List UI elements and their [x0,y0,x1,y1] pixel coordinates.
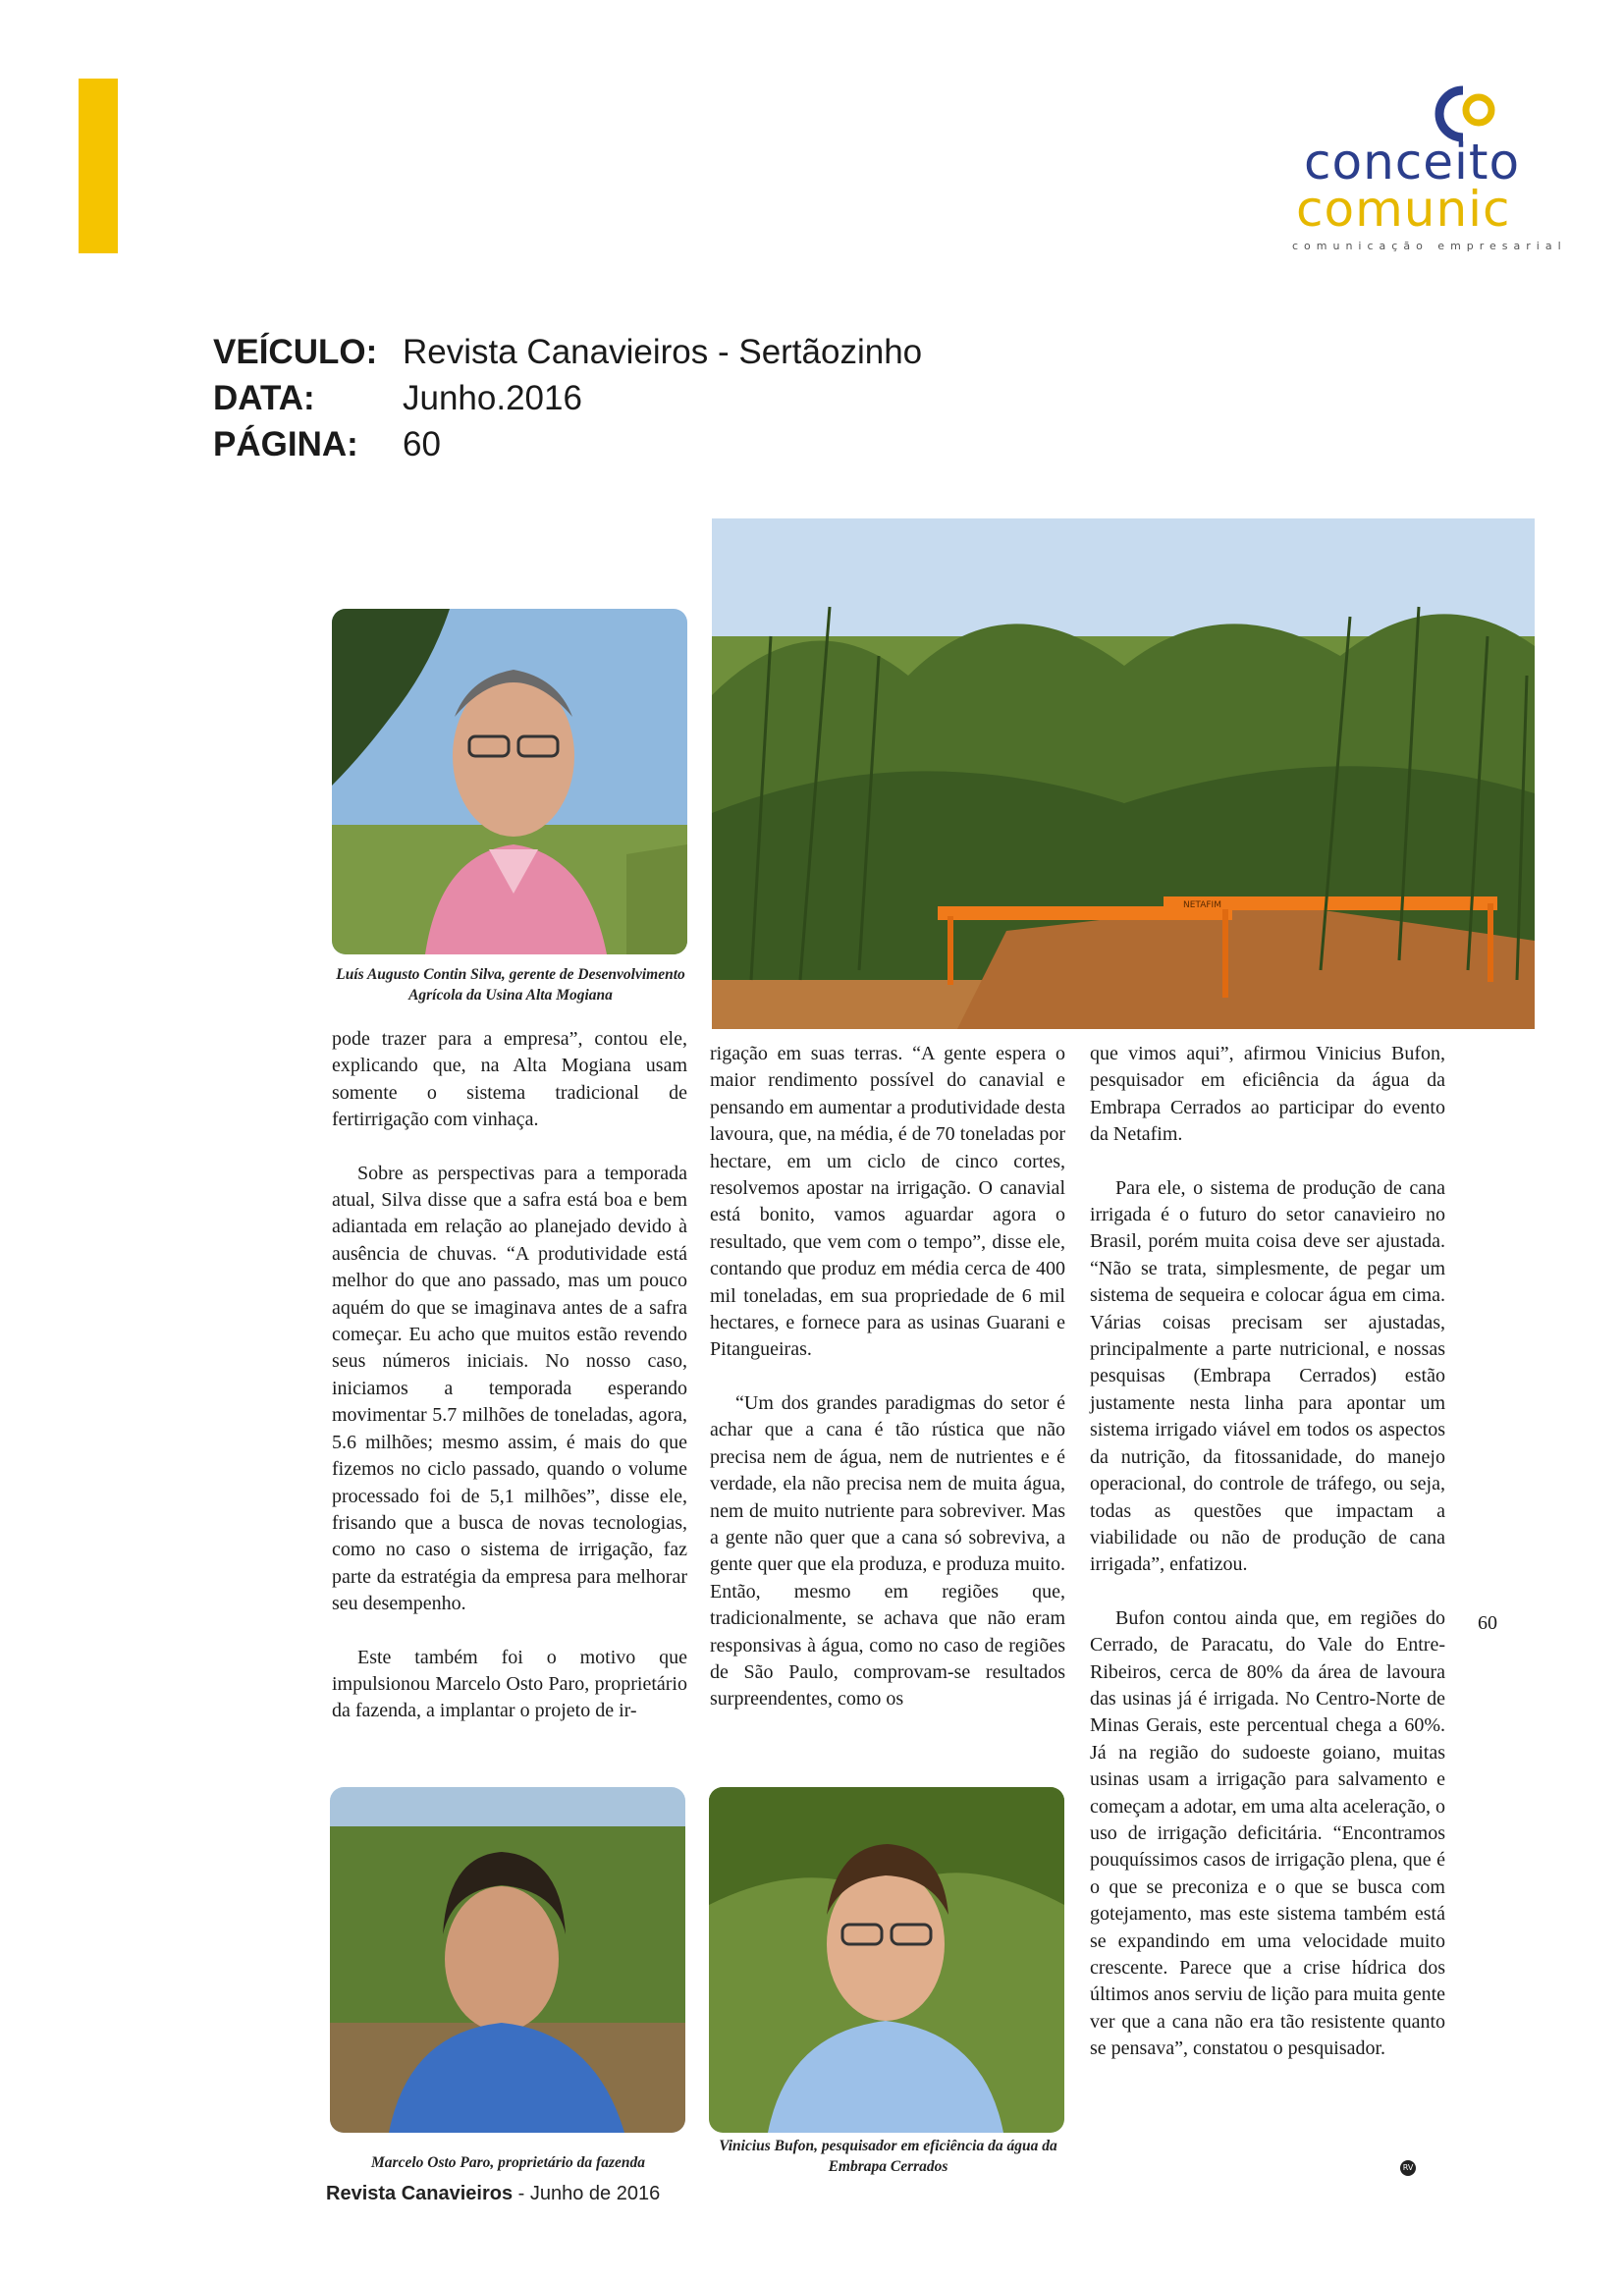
article-column-2 [710,1041,1065,1713]
photo-sugarcane-field [712,518,1535,1029]
photo-vinicius-bufon [709,1787,1064,2133]
col1-paragraph-2: Sobre as perspectivas para a temporada atual, Silva disse que a safra está boa e bem adiantada em relação ao planejado devido à ausência de chuvas. “A produtividade está melhor do que ano passado, mas um pouco aquém do que se imaginava antes de a safra começar. Eu acho que muitos estão revendo seus números iniciais. No nosso caso, iniciamos a temporada esperando movimentar 5.7 milhões de toneladas, agora, 5.6 milhões; mesmo assim, é mais do que fizemos no ciclo passado, quando o volume processado foi de 5,1 milhões”, disse ele, frisando que a busca de novas tecnologias, como no caso o sistema de irrigação, faz parte da estratégia da empresa para melhorar seu desempenho. [332,1162,687,1615]
conceito-comunic-logo [1276,77,1591,263]
magazine-footer [326,2183,660,2205]
veiculo-value: Revista Canavieiros - Sertãozinho [403,333,923,371]
pagina-label: PÁGINA: [213,425,358,463]
caption-vinicius: Vinicius Bufon, pesquisador em eficiência da água da Embrapa Cerrados [719,2138,1057,2175]
logo-text-conceito: conceito [1304,134,1521,190]
pagina-value: 60 [403,425,441,463]
col1-paragraph-3: Este também foi o motivo que impulsionou Marcelo Osto Paro, proprietário da fazenda, a implantar o projeto de ir- [332,1646,687,1722]
logo-text-comunic: comunic [1296,181,1511,238]
accent-bar [79,79,118,253]
netafim-label: NETAFIM [1183,900,1221,910]
data-value: Junho.2016 [403,379,582,417]
caption-luis: Luís Augusto Contin Silva, gerente de Desenvolvimento Agrícola da Usina Alta Mogiana [336,966,685,1004]
magazine-page [314,511,1542,2239]
photo-luis-augusto [332,609,687,954]
article-column-3 [1090,1041,1445,2063]
article-column-1 [332,1026,687,1725]
col3-paragraph-3: Bufon contou ainda que, em regiões do Cerrado, de Paracatu, do Vale do Entre-Ribeiros, cerca de 80% da área de lavoura das usinas já é irrigada. No Centro-Norte de Minas Gerais, este percentual chega a 60%. Já na região do sudoeste goiano, muitas usinas usam a irrigação para salvamento e começam a adotar, em uma alta aceleração, o uso de irrigação deficitária. “Encontramos pouquíssimos casos de irrigação plena, que é o que se preconiza e o que se busca com gotejamento, mas este sistema também está se expandindo em uma velocidade muito crescente. Parece que a crise hídrica dos últimos anos serviu de lição para muita gente ver que a cana não era tão resistente quanto se pensava”, constatou o pesquisador. [1090,1606,1445,2060]
veiculo-label: VEÍCULO: [213,333,378,371]
footer-title: Revista Canavieiros [326,2183,514,2204]
meta-pagina [213,421,441,467]
meta-data [213,375,582,421]
footer-date: - Junho de 2016 [513,2183,661,2204]
data-label: DATA: [213,379,315,417]
col2-paragraph-1: rigação em suas terras. “A gente espera o maior rendimento possível do canavial e pensando em aumentar a produtividade desta lavoura, que, na média, é de 70 toneladas por hectare, em um ciclo de cinco cortes, resolvemos apostar na irrigação. O canavial está bonito, vamos aguardar agora o resultado, que vem com o tempo”, disse ele, contando que produz em média cerca de 400 mil toneladas, em sua propriedade de 6 mil hectares, e fornece para as usinas Guarani e Pitangueiras. [710,1043,1065,1361]
logo-tagline: comunicação empresarial [1292,240,1567,252]
photo-marcelo-osto-paro [330,1787,685,2133]
col1-paragraph-1: pode trazer para a empresa”, contou ele, explicando que, na Alta Mogiana usam somente o sistema tradicional de fertirrigação com vinhaça. [332,1028,687,1131]
col3-paragraph-2: Para ele, o sistema de produção de cana irrigada é o futuro do setor canavieiro no Brasil, porém muita coisa deve ser ajustada. “Não se trata, simplesmente, de pegar um sistema de sequeira e colocar água em cima. Várias coisas precisam ser ajustadas, principalmente a parte nutricional, e nossas pesquisas (Embrapa Cerrados) estão justamente nesta linha para apontar um sistema irrigado viável em todos os aspectos da nutrição, da fitossanidade, do manejo operacional, do controle de tráfego, ou seja, todas as questões que impactam a viabilidade ou não de produção de cana irrigada”, enfatizou. [1090,1176,1445,1576]
article-end-mark: RV [1400,2160,1416,2176]
meta-veiculo [213,329,922,375]
page-number: 60 [1478,1612,1497,1634]
col3-paragraph-1: que vimos aqui”, afirmou Vinicius Bufon, pesquisador em eficiência da água da Embrapa Cerrados ao participar do evento da Netafim. [1090,1043,1445,1146]
caption-marcelo: Marcelo Osto Paro, proprietário da fazenda [371,2154,645,2171]
col2-paragraph-2: “Um dos grandes paradigmas do setor é achar que a cana é tão rústica que não precisa nem de água, nem de nutrientes e é verdade, ela não precisa nem de muita água, nem de muito nutriente para sobreviver. Mas a gente não quer que a cana só sobreviva, a gente quer que ela produza, e produza muito. Então, mesmo em regiões que, tradicionalmente, se achava que não eram responsivas à água, como no caso de regiões de São Paulo, comprovam-se resultados surpreendentes, como os [710,1391,1065,1711]
